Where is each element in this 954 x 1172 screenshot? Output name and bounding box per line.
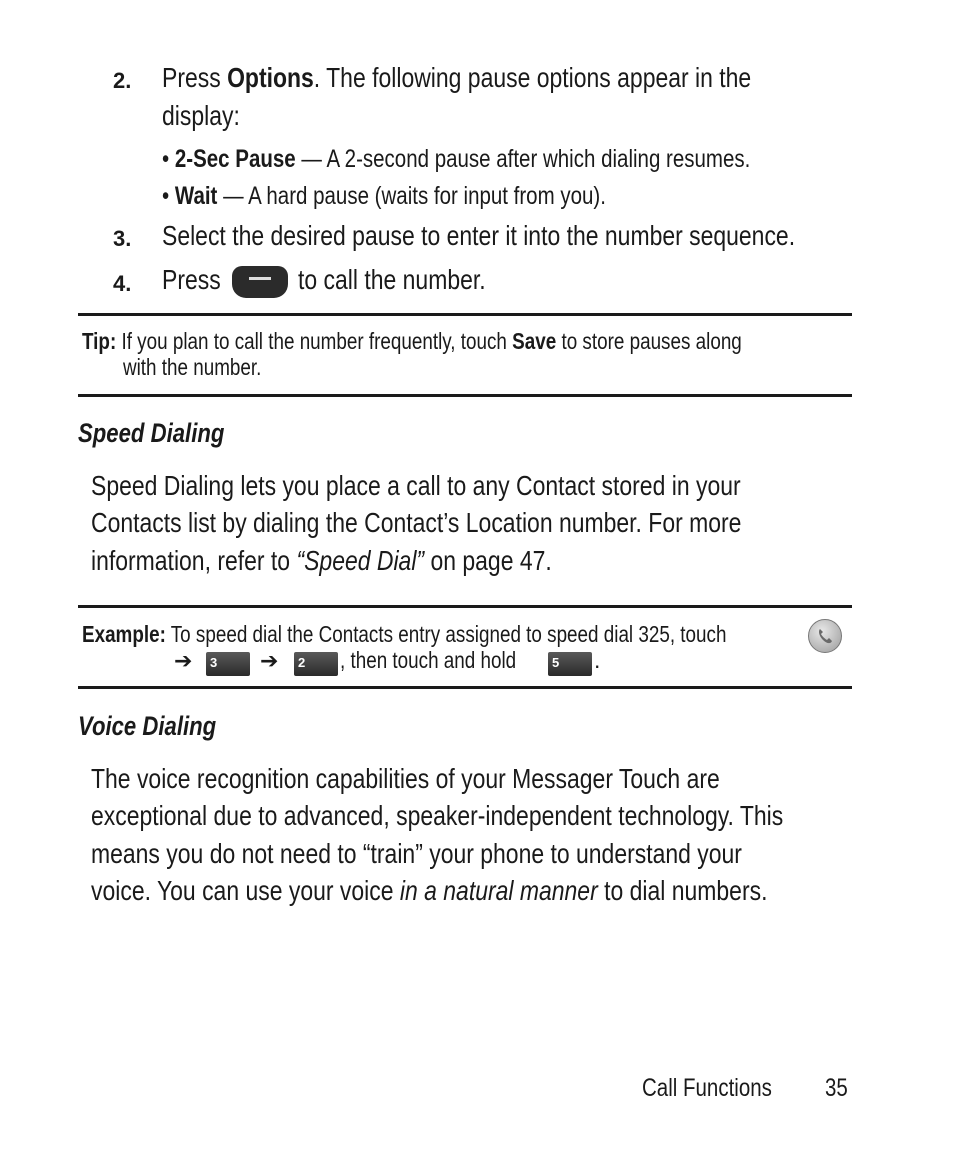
speed-dialing-heading: Speed Dialing [78, 418, 225, 448]
pause-option-wait: • Wait — A hard pause (waits for input from you). [162, 182, 606, 210]
step-4-line: Press [162, 264, 221, 295]
example-mid-text: , then touch and hold [340, 647, 517, 673]
divider [78, 605, 852, 608]
arrow-icon: ➔ [260, 648, 279, 673]
step-2-line-1: Press Options. The following pause options appear in the [162, 62, 752, 93]
options-label: Options [227, 62, 314, 93]
phone-icon [808, 619, 842, 653]
tip-line-1: Tip: If you plan to call the number frequently, touch Save to store pauses along [82, 328, 742, 354]
divider [78, 313, 852, 316]
step-number: 4. [113, 271, 132, 296]
footer-section: Call Functions [642, 1074, 772, 1102]
divider [78, 686, 852, 689]
speed-dialing-line-2: Contacts list by dialing the Contact’s Location number. For more [91, 507, 742, 538]
step-2-line-2: display: [162, 100, 240, 131]
step-number: 3. [113, 226, 132, 251]
voice-dialing-line-3: means you do not need to “train” your phone to understand your [91, 838, 742, 869]
voice-dialing-line-1: The voice recognition capabilities of your Messager Touch are [91, 763, 720, 794]
page-number: 35 [825, 1074, 848, 1102]
speed-dialing-line-1: Speed Dialing lets you place a call to any Contact stored in your [91, 470, 741, 501]
speed-dialing-line-3: information, refer to “Speed Dial” on page 47. [91, 545, 552, 576]
step-4-line-post: to call the number. [298, 264, 486, 295]
example-line-1: Example: To speed dial the Contacts entry assigned to speed dial 325, touch [82, 621, 727, 647]
key-5-icon: 5 [548, 652, 592, 676]
pause-option-2sec: • 2-Sec Pause — A 2-second pause after which dialing resumes. [162, 145, 751, 173]
speed-dial-link-text: “Speed Dial” [296, 545, 425, 576]
voice-dialing-line-2: exceptional due to advanced, speaker-independent technology. This [91, 800, 784, 831]
save-label: Save [512, 328, 557, 354]
key-3-icon: 3 [206, 652, 250, 676]
voice-dialing-heading: Voice Dialing [78, 711, 217, 741]
example-label: Example: [82, 621, 166, 647]
example-end: . [594, 647, 601, 673]
step-3-line: Select the desired pause to enter it into the number sequence. [162, 220, 796, 251]
key-2-icon: 2 [294, 652, 338, 676]
step-number: 2. [113, 68, 132, 93]
tip-line-2: with the number. [123, 354, 262, 380]
arrow-icon: ➔ [174, 648, 193, 673]
voice-dialing-line-4: voice. You can use your voice in a natural manner to dial numbers. [91, 875, 768, 906]
call-key-icon [232, 266, 288, 298]
tip-label: Tip: [82, 328, 117, 354]
divider [78, 394, 852, 397]
